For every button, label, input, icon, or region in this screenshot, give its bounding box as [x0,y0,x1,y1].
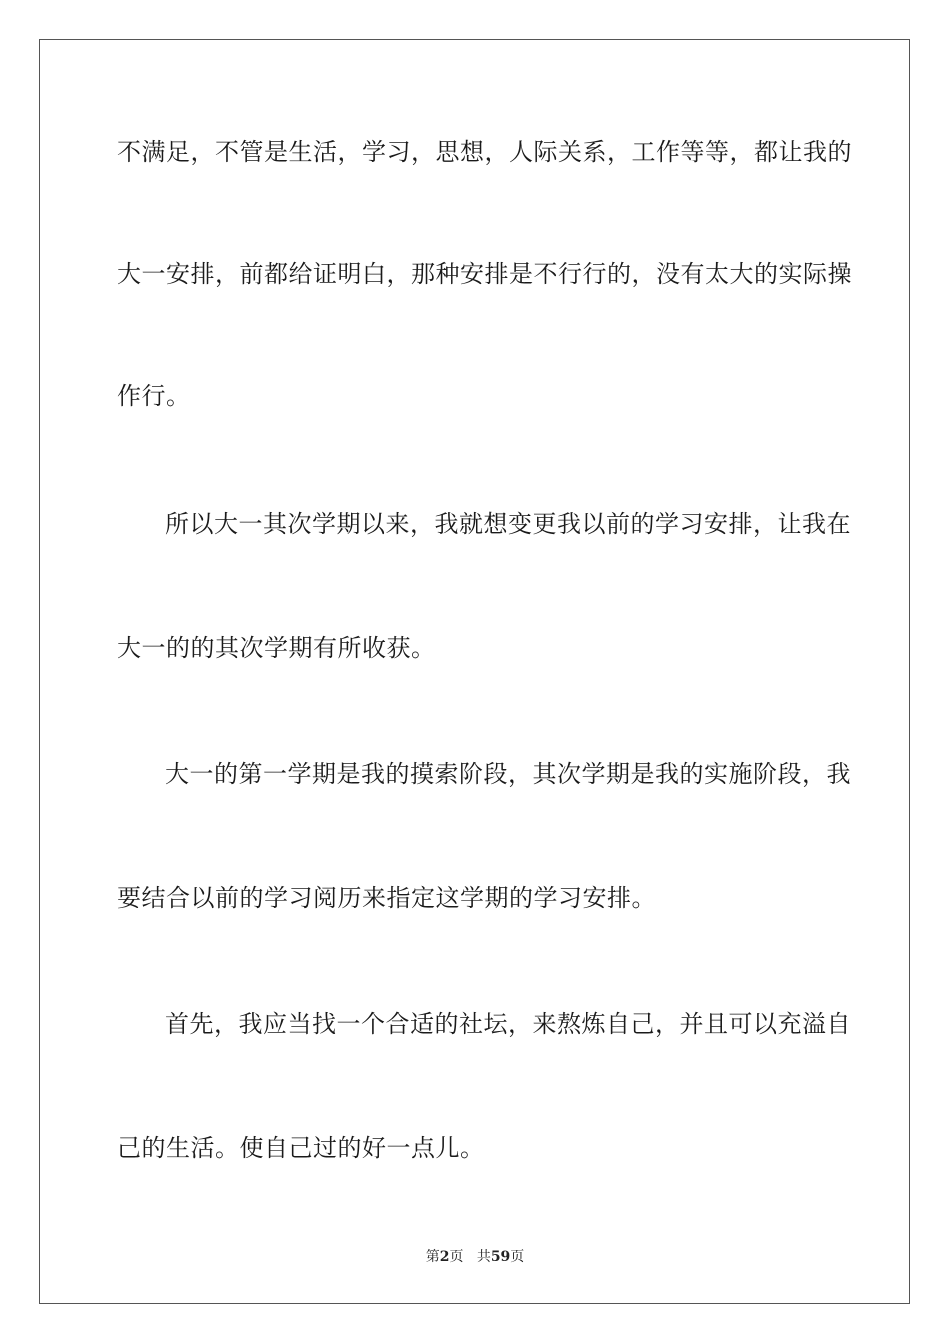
paragraph-line: 所以大一其次学期以来，我就想变更我以前的学习安排，让我在 [165,510,851,538]
paragraph-line: 首先，我应当找一个合适的社坛，来熬炼自己，并且可以充溢自 [165,1010,851,1038]
paragraph-line: 己的生活。使自己过的好一点儿。 [117,1134,485,1162]
page-frame [39,39,910,1304]
total-suffix: 页 [510,1249,525,1265]
paragraph-line: 要结合以前的学习阅历来指定这学期的学习安排。 [117,884,656,912]
page-number: 2 [439,1249,450,1265]
paragraph-line: 大一安排，前都给证明白，那种安排是不行行的，没有太大的实际操 [117,260,852,288]
paragraph-line: 大一的第一学期是我的摸索阶段，其次学期是我的实施阶段，我 [165,760,851,788]
page-footer [0,1248,950,1266]
paragraph-line: 作行。 [117,382,191,410]
paragraph-line: 不满足，不管是生活，学习，思想，人际关系，工作等等，都让我的 [117,138,852,166]
page-suffix: 页 [449,1249,464,1265]
paragraph-line: 大一的的其次学期有所收获。 [117,634,436,662]
page-prefix: 第 [425,1249,440,1265]
total-pages: 59 [490,1249,511,1265]
total-prefix: 共 [476,1249,491,1265]
